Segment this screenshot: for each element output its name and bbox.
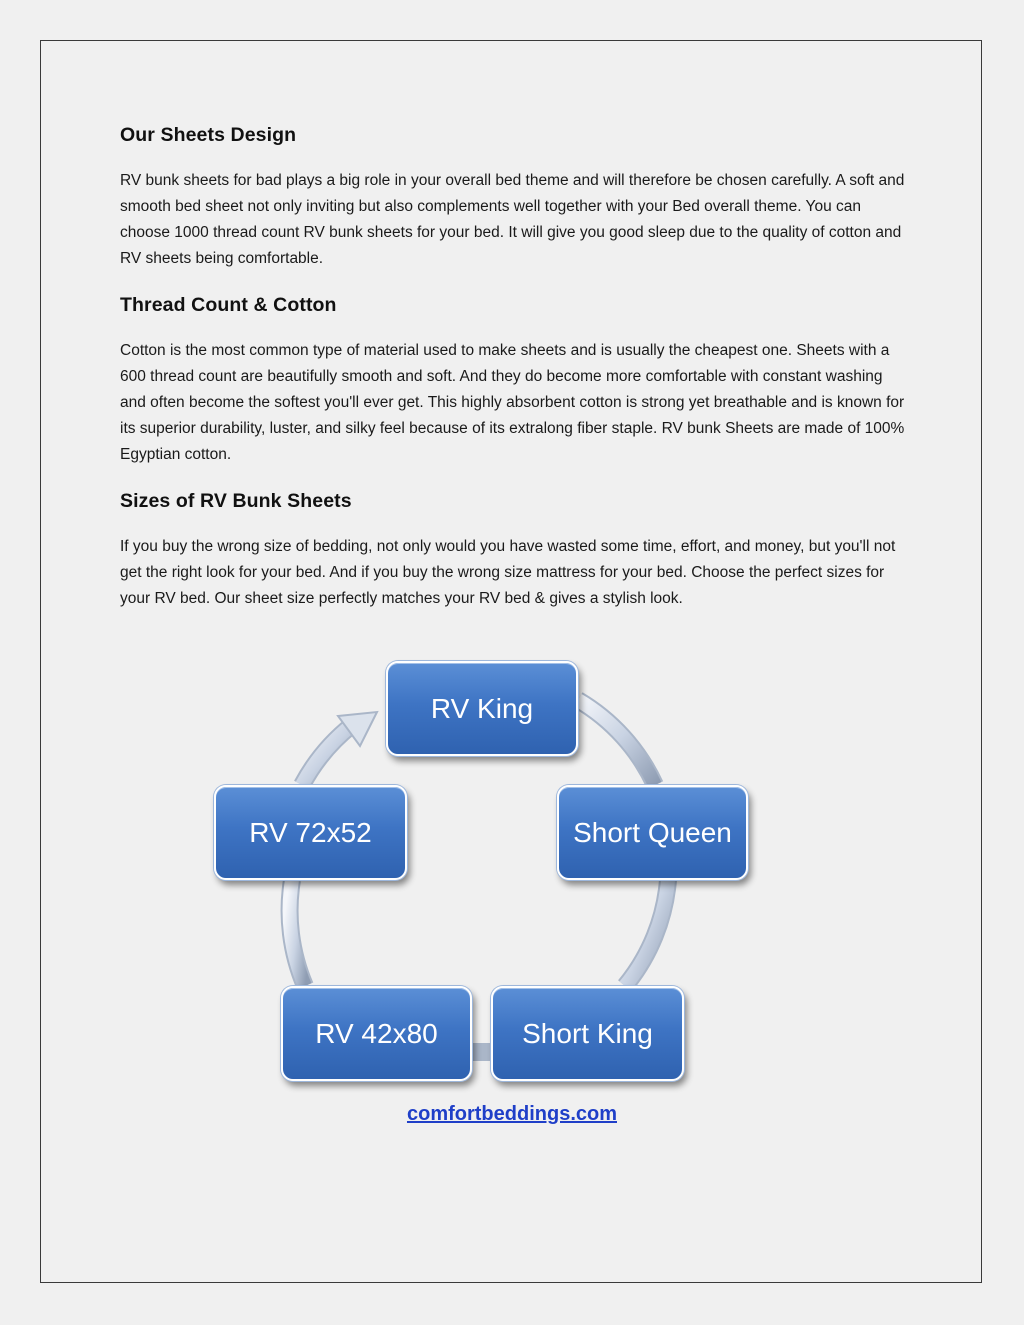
- node-rv-king: RV King: [386, 661, 578, 756]
- footer-link-container: [0, 1103, 1024, 1126]
- node-short-queen: Short Queen: [557, 785, 748, 880]
- node-short-king: Short King: [491, 986, 684, 1081]
- node-rv-42x80: RV 42x80: [281, 986, 472, 1081]
- section-body-sizes: If you buy the wrong size of bedding, not only would you have wasted some time, effort, and money, but you'll not get the right look for your bed. And if you buy the wrong size mattress for your bed. Choose the perfect sizes for your RV bed. Our sheet size perfectly matches your RV bed & gives a stylish look.: [120, 538, 896, 607]
- section-body-sheets-design: RV bunk sheets for bad plays a big role in your overall bed theme and will therefore be chosen carefully. A soft and smooth bed sheet not only inviting but also complements well together with your Bed overall theme. You can choose 1000 thread count RV bunk sheets for your bed. It will give you good sleep due to the quality of cotton and RV sheets being comfortable.: [120, 172, 905, 267]
- section-title-thread-count: Thread Count & Cotton: [120, 294, 337, 316]
- node-rv-72x52: RV 72x52: [214, 785, 407, 880]
- section-title-sheets-design: Our Sheets Design: [120, 124, 297, 146]
- section-body-thread-count: Cotton is the most common type of material used to make sheets and is usually the cheapest one. Sheets with a 600 thread count are beautifully smooth and soft. And they do become more comfortable with constant washing and often become the softest you'll ever get. This highly absorbent cotton is strong yet breathable and is known for its superior durability, luster, and silky feel because of its extralong fiber staple. RV bunk Sheets are made of 100% Egyptian cotton.: [120, 342, 905, 463]
- website-link[interactable]: comfortbeddings.com: [406, 1103, 617, 1125]
- section-title-sizes: Sizes of RV Bunk Sheets: [120, 490, 352, 512]
